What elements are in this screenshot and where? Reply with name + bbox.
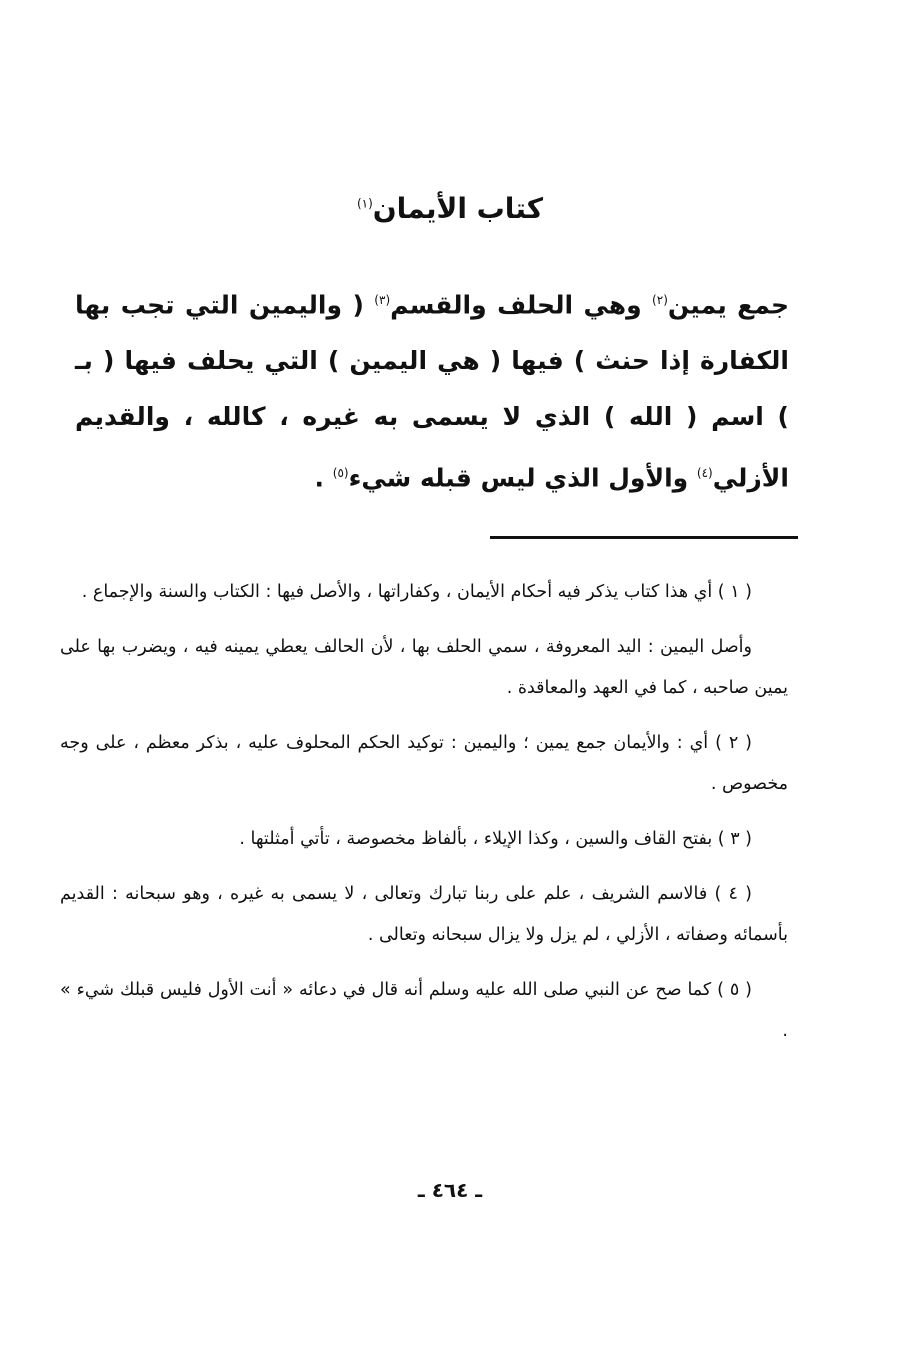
footnote-4: ( ٤ ) فالاسم الشريف ، علم على ربنا تبارك وتعالى ، لا يسمى به غيره ، وهو سبحانه : القديم بأسمائه وصفاته ، الأزلي ، لم يزل ولا يزال سبحانه وتعالى . bbox=[60, 884, 788, 945]
footnote-marker-4: (٤) bbox=[696, 466, 713, 481]
main-text-part-1: جمع يمين bbox=[667, 290, 789, 320]
chapter-title-text: كتاب الأيمان bbox=[372, 192, 544, 225]
footnotes bbox=[60, 572, 788, 1066]
footnote-5: ( ٥ ) كما صح عن النبي صلى الله عليه وسلم أنه قال في دعائه « أنت الأول فليس قبلك شيء » . bbox=[60, 980, 788, 1041]
main-text-part-2: وهي الحلف والقسم bbox=[390, 290, 653, 320]
footnote-marker-2: (٢) bbox=[652, 293, 668, 307]
main-text-part-3: ( واليمين التي تجب بها الكفارة إذا حنث ) فيها ( هي اليمين ) التي يحلف فيها ( بـ ) اسم ( الله ) الذي لا يسمى به غيره ، كالله ، والقديم الأزلي bbox=[75, 290, 789, 493]
main-text-part-4: والأول الذي ليس قبله شيء bbox=[348, 463, 697, 493]
main-text-part-5: . bbox=[314, 463, 333, 493]
footnote-marker-5: (٥) bbox=[332, 466, 349, 481]
main-text bbox=[75, 272, 789, 507]
chapter-title bbox=[0, 192, 900, 225]
footnote-1-continued: وأصل اليمين : اليد المعروفة ، سمي الحلف بها ، لأن الحالف يعطي يمينه فيه ، ويضرب بها على يمين صاحبه ، كما في العهد والمعاقدة . bbox=[60, 637, 788, 698]
page-number: ـ ٤٦٤ ـ bbox=[417, 1178, 483, 1202]
footnote-marker-3: (٣) bbox=[374, 293, 391, 307]
footnote-3: ( ٣ ) بفتح القاف والسين ، وكذا الإيلاء ، بألفاظ مخصوصة ، تأتي أمثلتها . bbox=[239, 829, 752, 849]
footnote-1: ( ١ ) أي هذا كتاب يذكر فيه أحكام الأيمان ، وكفاراتها ، والأصل فيها : الكتاب والسنة والإجماع . bbox=[81, 582, 752, 602]
footnote-2: ( ٢ ) أي : والأيمان جمع يمين ؛ واليمين : توكيد الحكم المحلوف عليه ، بذكر معظم ، على وجه مخصوص . bbox=[60, 733, 788, 794]
footnote-separator bbox=[490, 536, 798, 539]
main-paragraph bbox=[75, 272, 789, 507]
chapter-title-footnote-marker: (١) bbox=[356, 196, 373, 211]
